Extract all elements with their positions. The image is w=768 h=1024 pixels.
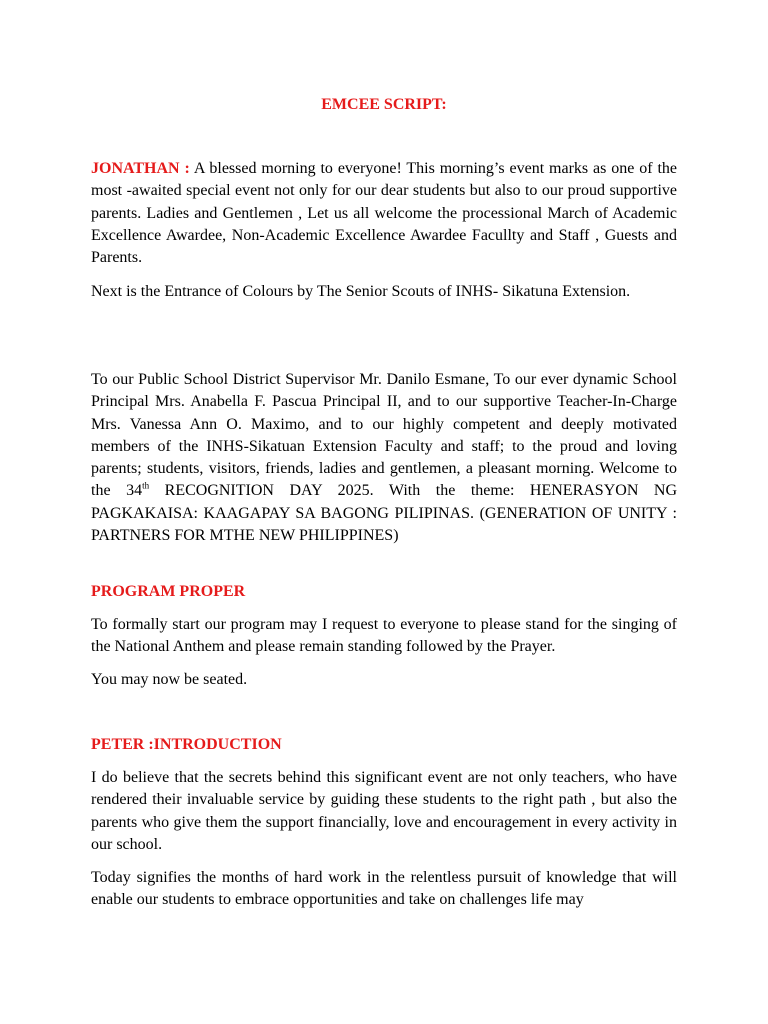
paragraph-text: A blessed morning to everyone! This morning’s event marks as one of the most -awaited special event not only for our dear students but also to our proud supportive parents. Ladies and Gentlemen , Let us all welcome the processional March of Academic Excellence Awardee, Non-Academic Excellence Awardee Facullty and Staff , Guests and Parents. (91, 160, 677, 267)
paragraph-national-anthem: To formally start our program may I request to everyone to please stand for the singing of the National Anthem and please remain standing followed by the Prayer. (91, 616, 677, 656)
paragraph-entrance-of-colours: Next is the Entrance of Colours by The Senior Scouts of INHS- Sikatuna Extension. (91, 283, 631, 300)
paragraph-welcome (91, 369, 677, 547)
document-title: EMCEE SCRIPT: (321, 96, 447, 113)
paragraph-today-signifies: Today signifies the months of hard work in the relentless pursuit of knowledge that will enable our students to embrace opportunities and take on challenges life may (91, 869, 677, 909)
paragraph-text: To our Public School District Supervisor Mr. Danilo Esmane, To our ever dynamic School Principal Mrs. Anabella F. Pascua Principal II, and to our supportive Teacher-In-Charge Mrs. Vanessa Ann O. Maximo, and to our highly competent and deeply motivated members of the INHS-Sikatuan Extension Faculty and staff; to the proud and loving parents; students, visitors, friends, ladies and gentlemen, a pleasant morning. Welcome to the 34 (91, 371, 677, 500)
paragraph-jonathan-opening (91, 158, 677, 269)
paragraph-be-seated: You may now be seated. (91, 671, 248, 688)
paragraph-text: RECOGNITION DAY 2025. With the theme: HENERASYON NG PAGKAKAISA: KAAGAPAY SA BAGONG PILIPINAS. (GENERATION OF UNITY : PARTNERS FOR MTHE NEW PHILIPPINES) (91, 482, 678, 545)
speaker-label-jonathan: JONATHAN : (91, 160, 190, 177)
heading-program-proper: PROGRAM PROPER (91, 583, 246, 600)
paragraph-introduction: I do believe that the secrets behind this significant event are not only teachers, who have rendered their invaluable service by guiding these students to the right path , but also the parents who give them the support financially, love and encouragement in every activity in our school. (91, 769, 677, 853)
superscript-ordinal: th (142, 481, 150, 492)
heading-peter-introduction: PETER :INTRODUCTION (91, 736, 282, 753)
